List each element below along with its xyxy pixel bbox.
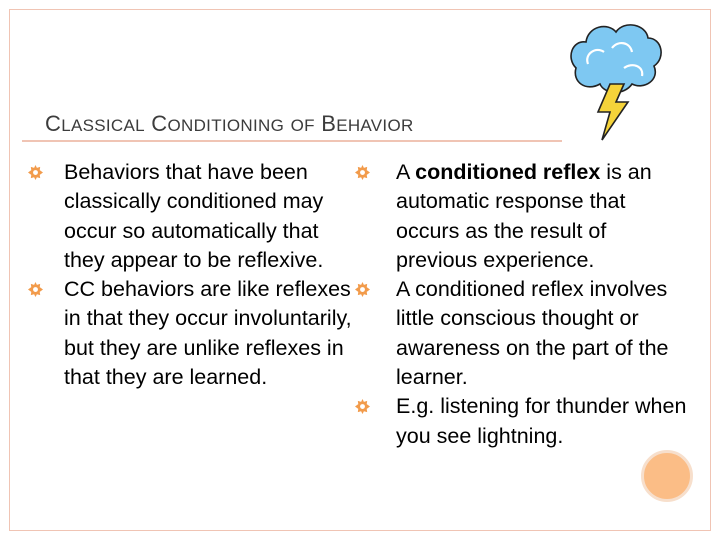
storm-cloud-icon (566, 18, 666, 148)
title-word-behavior-cap: B (321, 111, 337, 136)
bullet-text-prefix: A (396, 160, 416, 184)
bullet-item (350, 158, 690, 275)
title-word-conditioning: ONDITIONING (167, 116, 285, 135)
decorative-circle (641, 450, 693, 502)
bullet-item (350, 392, 690, 451)
title-word-of: OF (290, 116, 315, 135)
slide-title (45, 111, 414, 137)
bullet-text-bold: conditioned reflex (415, 160, 601, 184)
gear-bullet-icon (355, 282, 370, 297)
bullet-item (18, 275, 353, 392)
title-word-classical: LASSICAL (61, 116, 145, 135)
bullet-text: CC behaviors are like reflexes in that they occur involuntarily, but they are unlike reflexes in that they are learned. (64, 277, 352, 390)
title-underline (22, 140, 562, 142)
gear-bullet-icon (28, 282, 43, 297)
left-bullet-list (18, 158, 353, 392)
bullet-text: Behaviors that have been classically conditioned may occur so automatically that they appear to be reflexive. (64, 160, 324, 272)
gear-bullet-icon (355, 399, 370, 414)
gear-bullet-icon (355, 165, 370, 180)
gear-bullet-icon (28, 165, 43, 180)
bullet-item (18, 158, 353, 275)
bullet-text-suffix: is an automatic response that occurs as the result of previous experience. (396, 160, 652, 272)
title-word-conditioning-cap: C (151, 111, 168, 136)
bullet-item (350, 275, 690, 392)
right-bullet-list (350, 158, 690, 451)
title-word-classical-cap: C (45, 111, 62, 136)
bullet-text: A conditioned reflex involves little conscious thought or awareness on the part of the learner. (396, 277, 669, 390)
bullet-text: E.g. listening for thunder when you see lightning. (396, 394, 687, 448)
title-word-behavior: EHAVIOR (336, 116, 414, 135)
